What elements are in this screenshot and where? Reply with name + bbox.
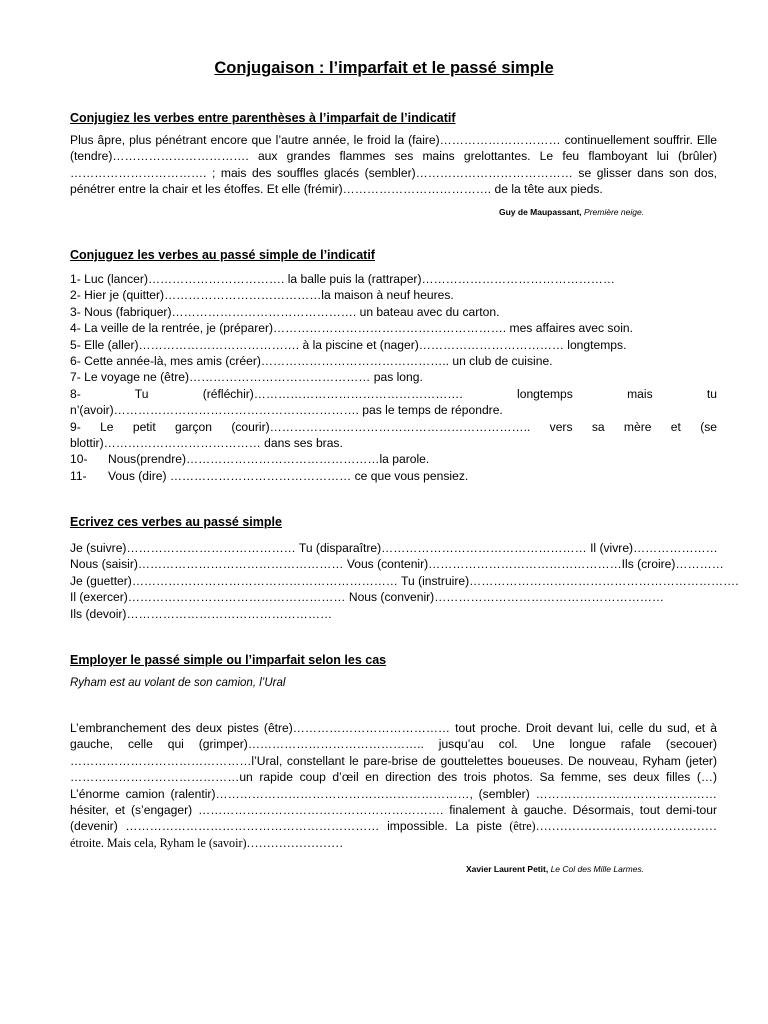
page-title: Conjugaison : l’imparfait et le passé simple xyxy=(214,59,554,77)
attribution-author: Xavier Laurent Petit, xyxy=(466,864,551,874)
item-number: 10- xyxy=(70,452,88,467)
section4-attribution xyxy=(466,864,644,874)
section2-heading: Conjuguez les verbes au passé simple de l’indicatif xyxy=(70,248,375,262)
section1-text: Plus âpre, plus pénétrant encore que l’autre année, le froid la (faire)………………………… continuellement souffrir. Elle (tendre)……………………………. aux grandes flammes ses mains grelottantes. Le feu flamboyant lui (brûler) ……………………………. ; mais des souffles glacés (sembler)………………………………… se glisser dans son dos, pénétrer entre la chair et les étoffes. Et elle (frémir)………………………………. de la tête aux pieds. xyxy=(70,133,717,197)
section4-paragraph xyxy=(70,720,717,851)
attribution-work: Le Col des Mille Larmes. xyxy=(550,864,645,874)
list-item: 9- Le petit garçon (courir)……………………………………………………….. vers sa mère et (se blottir)………………………………… dans ses bras. xyxy=(70,419,717,450)
section2-list xyxy=(70,271,717,484)
attribution-work: Première neige. xyxy=(584,207,645,217)
list-item: 3- Nous (fabriquer)………………………………………. un bateau avec du carton. xyxy=(70,304,500,319)
list-item: 1- Luc (lancer)……………………………. la balle puis la (rattraper)………………………………………… xyxy=(70,272,615,286)
list-item: 8- Tu (réfléchir)……………………………………………. longtemps mais tu n’(avoir)……………………………………………………. pas le temps de répondre. xyxy=(70,386,717,418)
section1-attribution xyxy=(499,207,644,217)
attribution-author: Guy de Maupassant, xyxy=(499,207,585,217)
verb-line: Je (suivre)…………………………………… Tu (disparaître)…………………………………………… Il (vivre)………………… xyxy=(70,541,718,555)
item-text: Nous(prendre)…………………………………………la parole. xyxy=(108,452,430,467)
list-item xyxy=(70,468,717,484)
section4-text xyxy=(70,720,717,851)
section3-heading: Ecrivez ces verbes au passé simple xyxy=(70,515,282,529)
list-item: 2- Hier je (quitter)…………………………………la maison à neuf heures. xyxy=(70,288,454,303)
verb-line: Je (guetter)………………………………………………………… Tu (instruire)…………………………………………………………. xyxy=(70,573,739,588)
list-item: 5- Elle (aller)…………………………………. à la piscine et (nager)……………………………… longtemps. xyxy=(70,337,627,352)
section4-text-main: L’embranchement des deux pistes (être)………………………………… tout proche. Droit devant lui, celle du sud, et à gauche, celle qui (grimper)…………………………………….. jusqu’au col. Une longue rafale (secouer) ………………………………………l’Ural, constellant le pare-brise de gouttelettes boueuses. De nouveau, Ryham (jeter) ……………………………………un rapide coup d’œil en direction des trois photos. Sa femme, ses deux filles (…) L’énorme camion (ralentir)………………………………………………………, (sembler) ………………………………………hésiter, et (s’engager) ……………………………………………………. finalement à gauche. Désormais, tout demi-tour (devenir) ……………………………………………………… impossible. La piste xyxy=(70,721,717,834)
verb-line: Il (exercer)……………………………………………… Nous (convenir)………………………………………………… xyxy=(70,590,664,605)
verb-line: Ils (devoir)…………………………………………… xyxy=(70,606,333,621)
item-text: Vous (dire) ……………………………………… ce que vous pensiez. xyxy=(108,468,469,483)
section1-heading: Conjugiez les verbes entre parenthèses à l’imparfait de l’indicatif xyxy=(70,111,456,125)
list-item xyxy=(70,451,717,467)
section3-list xyxy=(70,540,739,622)
list-item: 7- Le voyage ne (être)……………………………………… pas long. xyxy=(70,370,423,385)
section4-subtitle: Ryham est au volant de son camion, l’Ural xyxy=(70,677,286,689)
section4-heading: Employer le passé simple ou l’imparfait selon les cas xyxy=(70,653,387,667)
section4-text-tail: (être)……………………………………… étroite. Mais cela, Ryham le (savoir)…………………… xyxy=(70,819,717,850)
item-number: 11- xyxy=(70,468,87,483)
list-item: 6- Cette année-là, mes amis (créer)……………………………………….. un club de cuisine. xyxy=(70,353,553,368)
verb-line: Nous (saisir)…………………………………………… Vous (contenir)…………………………………………Ils (croire)………… xyxy=(70,557,724,572)
list-item: 4- La veille de la rentrée, je (préparer)…………………………………………………. mes affaires avec soin. xyxy=(70,321,633,336)
section1-paragraph xyxy=(70,132,717,198)
